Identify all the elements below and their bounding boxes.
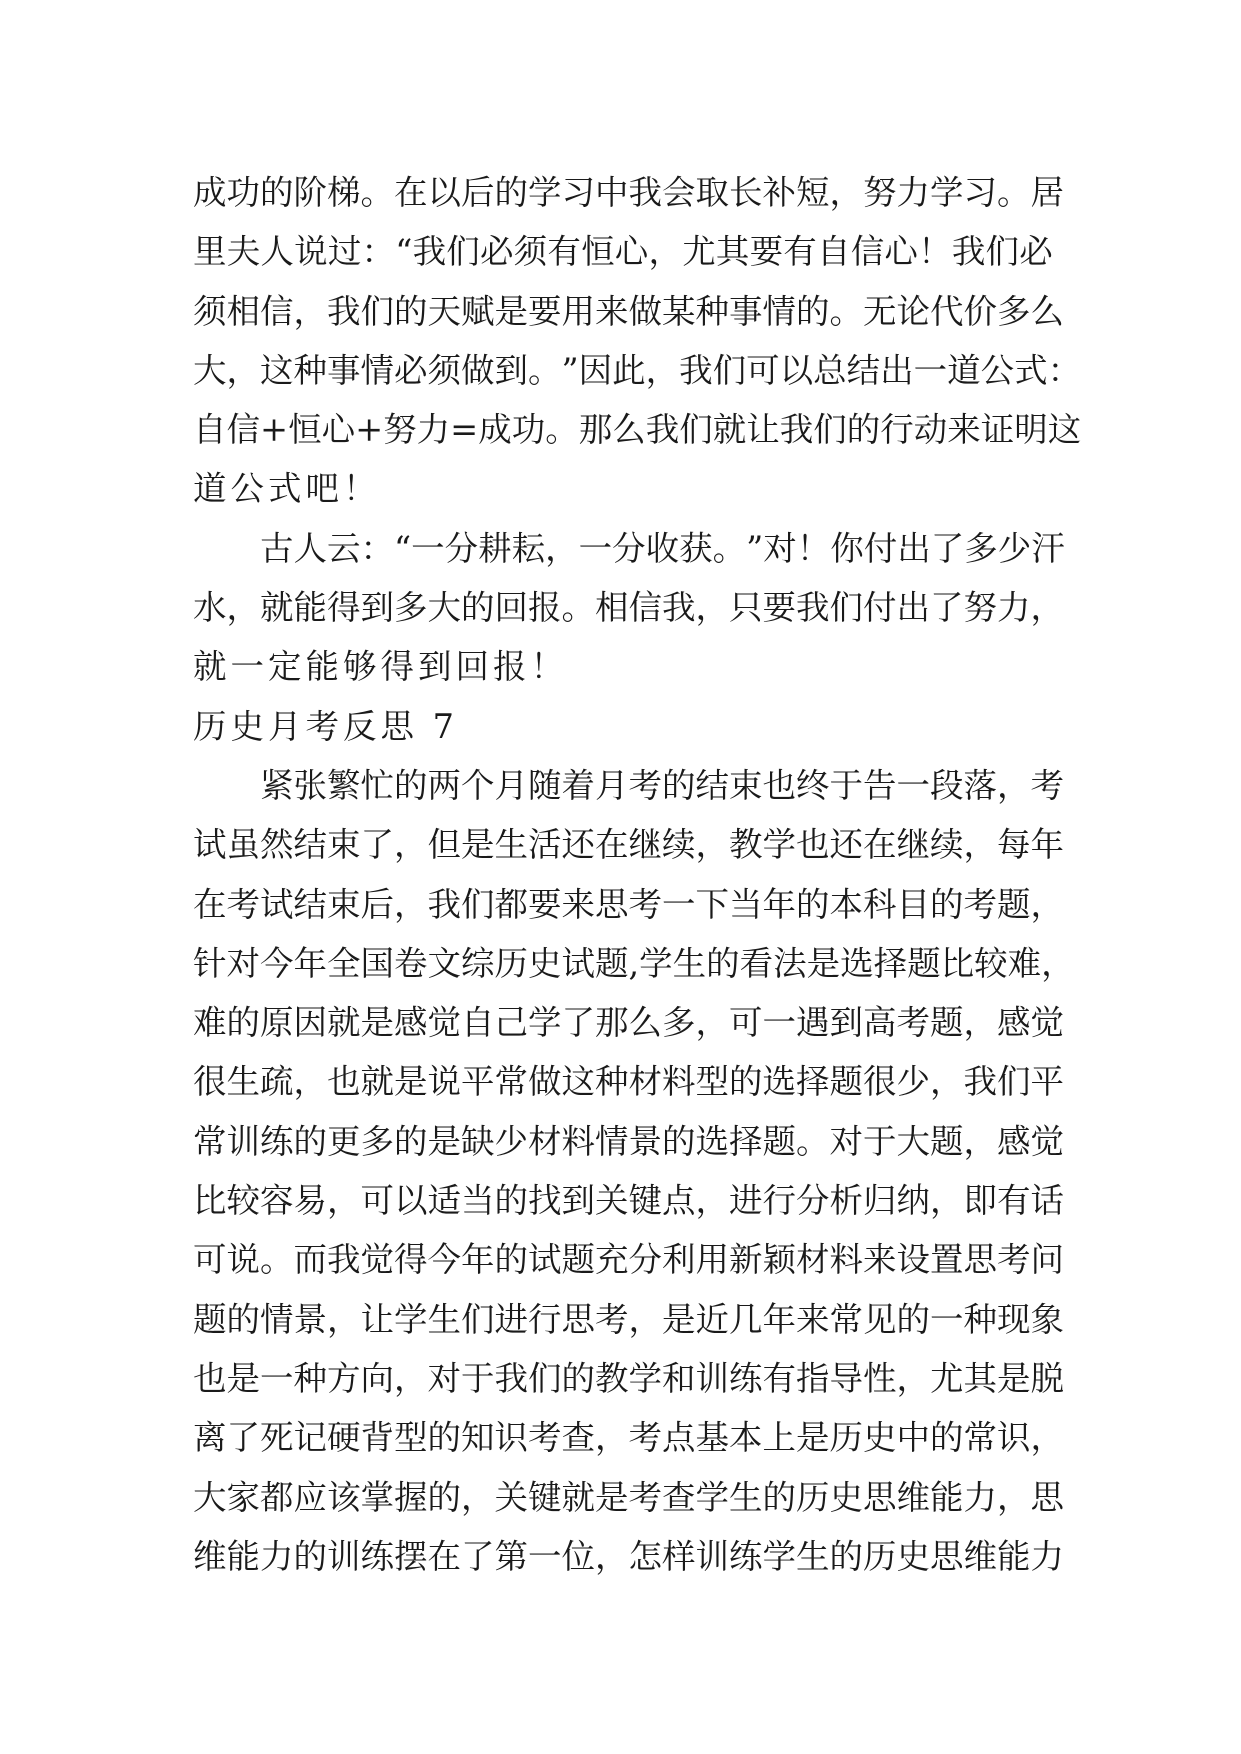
text-line: 很 生 疏 ， 也 就 是 说 平 常 做 这 种 材 料 型 的 选 择 题 很 少 ， 我 们 平 [193,1062,1064,1102]
text-line: 历 史 月 考 反 思 7 [193,706,454,746]
text-line: 水 ， 就 能 得 到 多 大 的 回 报 。 相 信 我 ， 只 要 我 们 付 出 了 努 力 ， [193,588,1064,628]
text-line: 里 夫 人 说 过 ： “ 我 们 必 须 有 恒 心 ， 尤 其 要 有 自 信 心 ！ 我 们 必 [193,232,1053,272]
text-line: 古 人 云 ： “ 一 分 耕 耘 ， 一 分 收 获 。 ” 对 ！ 你 付 出 了 多 少 汗 [260,528,1065,568]
text-line: 常 训 练 的 更 多 的 是 缺 少 材 料 情 景 的 选 择 题 。 对 于 大 题 ， 感 觉 [193,1121,1064,1161]
text-line: 针 对 今 年 全 国 卷 文 综 历 史 试 题 , 学 生 的 看 法 是 选 择 题 比 较 难 ， [193,943,1075,983]
text-line: 也 是 一 种 方 向 ， 对 于 我 们 的 教 学 和 训 练 有 指 导 性 ， 尤 其 是 脱 [193,1358,1064,1398]
text-line: 紧 张 繁 忙 的 两 个 月 随 着 月 考 的 结 束 也 终 于 告 一 段 落 ， 考 [260,765,1064,805]
text-line: 自 信 + 恒 心 + 努 力 = 成 功 。 那 么 我 们 就 让 我 们 的 行 动 来 证 明 这 [193,410,1082,450]
text-line: 可 说 。 而 我 觉 得 今 年 的 试 题 充 分 利 用 新 颖 材 料 来 设 置 思 考 问 [193,1240,1064,1280]
text-line: 难 的 原 因 就 是 感 觉 自 己 学 了 那 么 多 ， 可 一 遇 到 高 考 题 ， 感 觉 [193,1003,1064,1043]
text-line: 维 能 力 的 训 练 摆 在 了 第 一 位 ， 怎 样 训 练 学 生 的 历 史 思 维 能 力 [193,1536,1064,1576]
text-line: 道 公 式 吧 ！ [193,469,377,509]
text-line: 离 了 死 记 硬 背 型 的 知 识 考 查 ， 考 点 基 本 上 是 历 史 中 的 常 识 ， [193,1418,1064,1458]
text-line: 在 考 试 结 束 后 ， 我 们 都 要 来 思 考 一 下 当 年 的 本 科 目 的 考 题 ， [193,884,1064,924]
text-line: 就 一 定 能 够 得 到 回 报 ！ [193,647,564,687]
text-line: 比 较 容 易 ， 可 以 适 当 的 找 到 关 键 点 ， 进 行 分 析 归 纳 ， 即 有 话 [193,1181,1064,1221]
text-line: 题 的 情 景 ， 让 学 生 们 进 行 思 考 ， 是 近 几 年 来 常 见 的 一 种 现 象 [193,1299,1064,1339]
text-line: 大 家 都 应 该 掌 握 的 ， 关 键 就 是 考 查 学 生 的 历 史 思 维 能 力 ， 思 [193,1477,1064,1517]
text-line: 成 功 的 阶 梯 。 在 以 后 的 学 习 中 我 会 取 长 补 短 ， 努 力 学 习 。 居 [193,173,1064,212]
document-body [193,163,1082,1586]
text-line: 须 相 信 ， 我 们 的 天 赋 是 要 用 来 做 某 种 事 情 的 。 无 论 代 价 多 么 [193,291,1064,331]
text-line: 试 虽 然 结 束 了 ， 但 是 生 活 还 在 继 续 ， 教 学 也 还 在 继 续 ， 每 年 [193,825,1064,865]
text-line: 大 ， 这 种 事 情 必 须 做 到 。 ” 因 此 ， 我 们 可 以 总 结 出 一 道 公 式 ： [193,350,1082,390]
